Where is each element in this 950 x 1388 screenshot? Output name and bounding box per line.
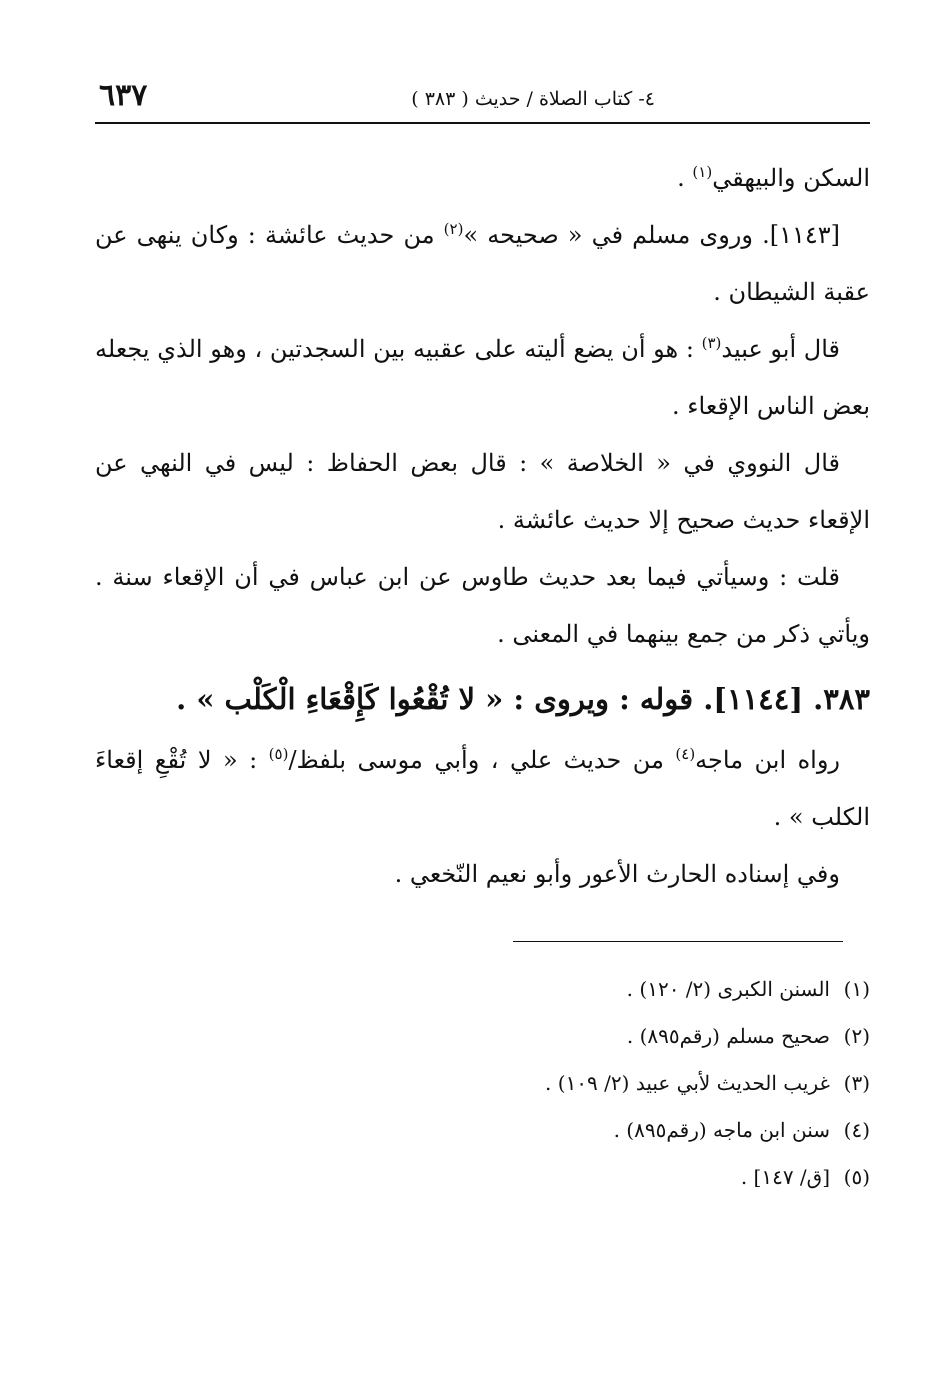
- footnote-text: [ق/ ١٤٧] .: [740, 1165, 830, 1189]
- paragraph-4: قال النووي في « الخلاصة » : قال بعض الحفاظ : ليس في النهي عن الإقعاء حديث صحيح إلا حديث عائشة .: [95, 449, 870, 534]
- hadith-heading: ٣٨٣. [١١٤٤]. قوله : ويروى : « لا تُقْعُوا كَإِقْعَاءِ الْكَلْب » .: [176, 682, 870, 716]
- footnote-number: (٤): [843, 1118, 870, 1142]
- footnote-text: سنن ابن ماجه (رقم٨٩٥) .: [613, 1118, 830, 1142]
- footnote-ref-3: (٣): [701, 334, 722, 352]
- footnote-text: صحيح مسلم (رقم٨٩٥) .: [626, 1024, 830, 1048]
- footnote-ref-5: (٥): [268, 745, 289, 763]
- paragraph-5: قلت : وسيأتي فيما بعد حديث طاوس عن ابن عباس في أن الإقعاء سنة . ويأتي ذكر من جمع بينهما في المعنى .: [95, 563, 870, 648]
- footnotes: [95, 966, 870, 1201]
- footnote-item: [95, 1013, 870, 1060]
- footnote-divider: [513, 941, 843, 942]
- footnote-number: (٥): [843, 1165, 870, 1189]
- footnote-ref-2: (٢): [443, 220, 464, 238]
- page-header: [95, 78, 870, 122]
- footnote-ref-4: (٤): [675, 745, 696, 763]
- chapter-title: ٤- كتاب الصلاة / حديث ( ٣٨٣ ): [411, 88, 655, 110]
- footnote-number: (٣): [843, 1071, 870, 1095]
- footnote-number: (٢): [843, 1024, 870, 1048]
- footnote-item: [95, 1060, 870, 1107]
- page-number: ٦٣٧: [99, 78, 148, 113]
- footnote-item: [95, 966, 870, 1013]
- footnote-text: غريب الحديث لأبي عبيد (٢/ ١٠٩) .: [545, 1071, 830, 1095]
- main-text: [95, 150, 870, 903]
- footnote-ref-1: (١): [692, 163, 713, 181]
- header-rule: [95, 122, 870, 124]
- paragraph-2: [١١٤٣]. وروى مسلم في « صحيحه »$^{(٢)}$ من حديث عائشة : وكان ينهى عن عقبة الشيطان .: [95, 220, 870, 306]
- footnote-number: (١): [843, 977, 870, 1001]
- paragraph-1: السكن والبيهقي$^{(١)}$ .: [677, 163, 870, 192]
- footnote-item: [95, 1107, 870, 1154]
- paragraph-3: قال أبو عبيد$^{(٣)}$ : هو أن يضع أليته على عقبيه بين السجدتين ، وهو الذي يجعله بعض الناس الإقعاء .: [95, 334, 870, 420]
- paragraph-7: وفي إسناده الحارث الأعور وأبو نعيم النّخعي .: [394, 860, 840, 888]
- footnote-text: السنن الكبرى (٢/ ١٢٠) .: [626, 977, 830, 1001]
- paragraph-6: رواه ابن ماجه$^{(٤)}$ من حديث علي ، وأبي موسى بلفظ/$^{(٥)}$ : « لا تُقْعِ إقعاءَ الكلب » .: [95, 745, 870, 831]
- footnote-item: [95, 1154, 870, 1201]
